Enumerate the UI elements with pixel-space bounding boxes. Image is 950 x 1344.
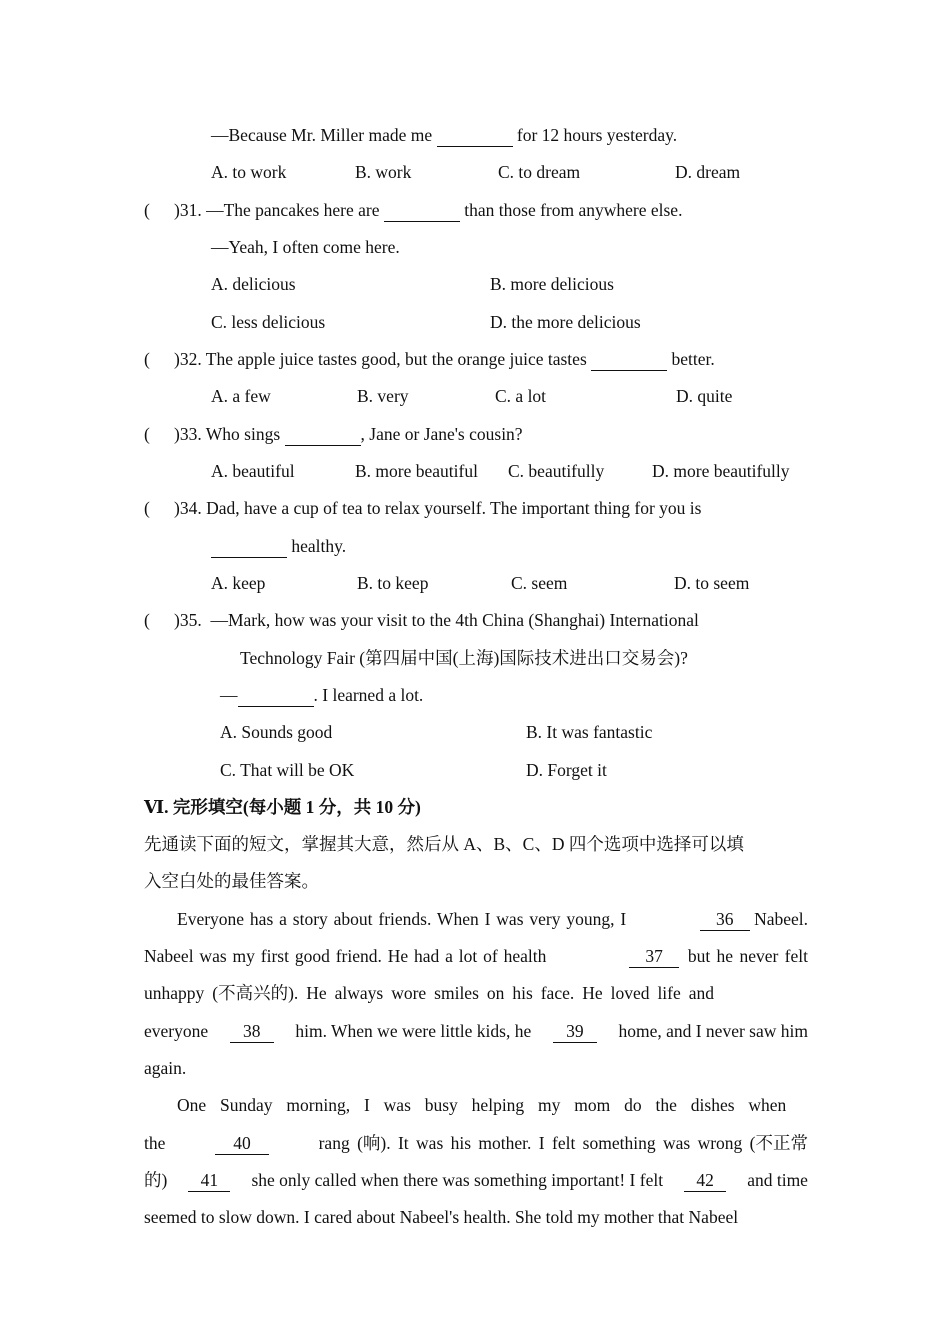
q35-option-c[interactable]: C. That will be OK <box>220 760 355 780</box>
q33-blank[interactable] <box>285 423 361 446</box>
q32-stem <box>174 348 715 371</box>
q34-stem-text: Dad, have a cup of tea to relax yourself. The important thing for you is <box>206 498 702 518</box>
passage-p1-line3: unhappy (不高兴的). He always wore smiles on his face. He loved life and <box>144 983 715 1003</box>
q34-stem2-post: healthy. <box>287 536 347 556</box>
q35-option-a[interactable]: A. Sounds good <box>220 722 333 742</box>
passage-p2-line2 <box>144 1132 808 1155</box>
passage-p1-l4-text-c: home, and I never saw him <box>618 1021 808 1041</box>
q31-stem <box>174 199 682 222</box>
blank-38[interactable]: 38 <box>230 1020 274 1043</box>
blank-36[interactable]: 36 <box>700 908 750 931</box>
q30-answer-line <box>211 124 677 147</box>
q32-answer-paren[interactable] <box>144 348 150 370</box>
passage-p2-l3-text-c: and time <box>747 1170 808 1190</box>
q34-paren-open: ( <box>144 498 150 518</box>
q31-number: )31. <box>174 200 202 220</box>
q31-answer-paren[interactable] <box>144 199 150 221</box>
passage-p2-l2-text-b: rang (响). It was his mother. I felt something was wrong (不正常 <box>318 1133 808 1153</box>
q31-blank[interactable] <box>384 199 460 222</box>
passage-p2-l3-text-a: 的) <box>144 1170 168 1190</box>
q31-stem-pre: —The pancakes here are <box>206 200 384 220</box>
passage-p1-l1-text-a: Everyone has a story about friends. When I was very young, I <box>177 909 627 929</box>
passage-p1-line2 <box>144 945 808 968</box>
q35-reply-post: . I learned a lot. <box>313 685 424 705</box>
q32-option-b[interactable]: B. very <box>357 386 409 406</box>
q35-stem-text: —Mark, how was your visit to the 4th China (Shanghai) International <box>210 610 699 630</box>
passage-p1-line5: again. <box>144 1058 187 1078</box>
q34-option-a[interactable]: A. keep <box>211 573 266 593</box>
q35-reply-pre: — <box>220 685 238 705</box>
q35-answer-paren[interactable] <box>144 609 150 631</box>
q31-paren-open: ( <box>144 200 150 220</box>
q34-answer-paren[interactable] <box>144 497 150 519</box>
passage-p1-l4-text-a: everyone <box>144 1021 209 1041</box>
section-6-instruction-line1: 先通读下面的短文，掌握其大意，然后从 A、B、C、D 四个选项中选择可以填 <box>144 834 744 854</box>
q35-paren-open: ( <box>144 610 150 630</box>
q30-blank[interactable] <box>437 124 513 147</box>
q35-stem-line2: Technology Fair (第四届中国(上海)国际技术进出口交易会)? <box>240 648 688 668</box>
q32-paren-open: ( <box>144 349 150 369</box>
q32-stem-post: better. <box>667 349 715 369</box>
q30-option-a[interactable]: A. to work <box>211 162 287 182</box>
passage-p2-line4: seemed to slow down. I cared about Nabeel's health. She told my mother that Nabeel <box>144 1207 739 1227</box>
q33-option-c[interactable]: C. beautifully <box>508 461 605 481</box>
passage-p1-l2-text-a: Nabeel was my first good friend. He had a lot of health <box>144 946 547 966</box>
q34-stem <box>174 497 701 519</box>
q33-paren-open: ( <box>144 424 150 444</box>
passage-p2-l3-text-b: she only called when there was something important! I felt <box>251 1170 664 1190</box>
q32-blank[interactable] <box>591 348 667 371</box>
q31-option-c[interactable]: C. less delicious <box>211 312 326 332</box>
passage-p2-l2-text-a: the <box>144 1133 166 1153</box>
q33-stem <box>174 423 523 446</box>
q33-stem-pre: Who sings <box>205 424 285 444</box>
q34-option-c[interactable]: C. seem <box>511 573 568 593</box>
passage-p1-l2-text-b: but he never felt <box>687 946 808 966</box>
q35-reply <box>220 684 423 707</box>
q34-stem-line2 <box>211 535 346 558</box>
q30-answer-text-post: for 12 hours yesterday. <box>512 125 678 145</box>
q31-option-d[interactable]: D. the more delicious <box>490 312 641 332</box>
q33-stem-post: , Jane or Jane's cousin? <box>360 424 523 444</box>
q32-number: )32. <box>174 349 202 369</box>
q32-stem-pre: The apple juice tastes good, but the orange juice tastes <box>205 349 592 369</box>
q32-option-a[interactable]: A. a few <box>211 386 271 406</box>
passage-p1-l4-text-b: him. When we were little kids, he <box>295 1021 532 1041</box>
passage-p2-line1: One Sunday morning, I was busy helping my mom do the dishes when <box>177 1095 787 1115</box>
q33-number: )33. <box>174 424 202 444</box>
passage-p1-line4 <box>144 1020 808 1043</box>
q34-number: )34. <box>174 498 202 518</box>
q31-option-b[interactable]: B. more delicious <box>490 274 614 294</box>
section-6-title: Ⅵ. 完形填空(每小题 1 分，共 10 分) <box>144 797 421 817</box>
q33-option-b[interactable]: B. more beautiful <box>355 461 478 481</box>
q30-option-d[interactable]: D. dream <box>675 162 741 182</box>
q35-stem <box>174 609 699 631</box>
q35-option-b[interactable]: B. It was fantastic <box>526 722 653 742</box>
blank-41[interactable]: 41 <box>188 1169 230 1192</box>
q35-option-d[interactable]: D. Forget it <box>526 760 607 780</box>
q34-blank[interactable] <box>211 535 287 558</box>
q33-answer-paren[interactable] <box>144 423 150 445</box>
blank-39[interactable]: 39 <box>553 1020 597 1043</box>
blank-42[interactable]: 42 <box>684 1169 726 1192</box>
q31-option-a[interactable]: A. delicious <box>211 274 296 294</box>
q33-option-a[interactable]: A. beautiful <box>211 461 295 481</box>
q34-option-b[interactable]: B. to keep <box>357 573 429 593</box>
q32-option-c[interactable]: C. a lot <box>495 386 547 406</box>
q31-stem-post: than those from anywhere else. <box>459 200 683 220</box>
q30-option-b[interactable]: B. work <box>355 162 412 182</box>
q32-option-d[interactable]: D. quite <box>676 386 733 406</box>
q31-reply: —Yeah, I often come here. <box>211 237 400 257</box>
q35-blank[interactable] <box>238 684 314 707</box>
blank-40[interactable]: 40 <box>215 1132 269 1155</box>
q30-answer-text-pre: —Because Mr. Miller made me <box>211 125 437 145</box>
q35-number: )35. <box>174 610 202 630</box>
q33-option-d[interactable]: D. more beautifully <box>652 461 790 481</box>
section-6-instruction-line2: 入空白处的最佳答案。 <box>144 871 319 891</box>
blank-37[interactable]: 37 <box>629 945 679 968</box>
q30-option-c[interactable]: C. to dream <box>498 162 581 182</box>
passage-p1-l1-text-b: Nabeel. <box>754 909 808 929</box>
passage-p2-line3 <box>144 1169 808 1192</box>
q34-option-d[interactable]: D. to seem <box>674 573 750 593</box>
passage-p1-line1 <box>144 908 808 931</box>
